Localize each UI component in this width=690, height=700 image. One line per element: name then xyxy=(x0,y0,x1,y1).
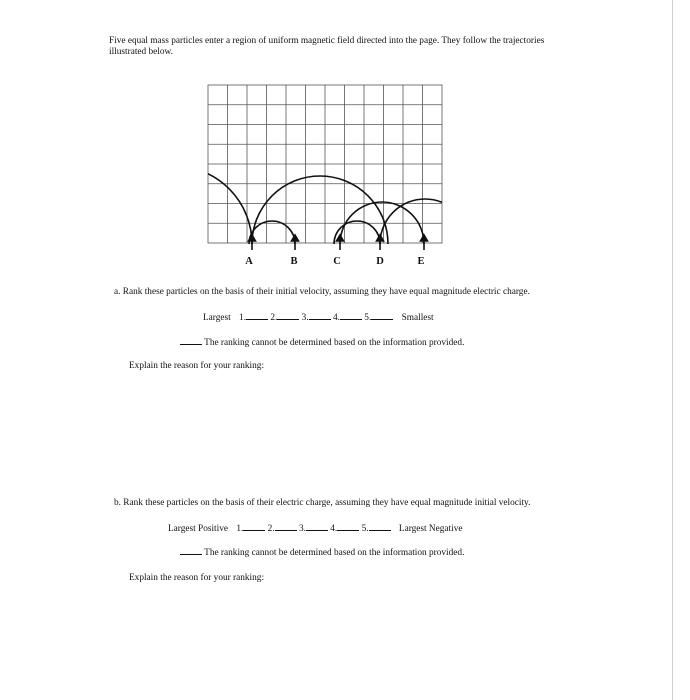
cannot-blank-b[interactable] xyxy=(180,546,202,555)
ranking-end-label: Largest Negative xyxy=(398,524,463,534)
ranking-row-a xyxy=(203,311,434,324)
rank-blank-3[interactable] xyxy=(306,522,328,531)
rank-blank-1[interactable] xyxy=(246,311,268,320)
rank-blank-2[interactable] xyxy=(277,311,299,320)
rank-num-3: 3. xyxy=(301,313,309,323)
cannot-blank-a[interactable] xyxy=(180,336,202,345)
ranking-end-label: Smallest xyxy=(401,313,434,323)
ranking-start-label: Largest Positive xyxy=(168,524,228,534)
rank-blank-2[interactable] xyxy=(275,522,297,531)
label-c: C xyxy=(333,256,341,267)
ranking-row-b xyxy=(168,522,462,535)
trajectory-b xyxy=(252,176,388,244)
trajectory-e xyxy=(380,199,450,244)
rank-num-2: 2. xyxy=(267,524,275,534)
label-e: E xyxy=(417,256,425,267)
ranking-start-label: Largest xyxy=(203,313,231,323)
label-d: D xyxy=(376,256,384,267)
rank-num-4: 4. xyxy=(330,524,338,534)
intro-text: Five equal mass particles enter a region of uniform magnetic field directed into the page. They follow the trajectories illustrated below. xyxy=(109,36,545,57)
trajectory-figure xyxy=(200,78,450,270)
cannot-determine-a xyxy=(180,336,464,349)
rank-num-1: 1. xyxy=(236,524,244,534)
arrow-b xyxy=(292,235,299,250)
arrow-d xyxy=(377,235,384,250)
label-b: B xyxy=(290,256,298,267)
arrow-e xyxy=(421,235,428,250)
rank-blank-5[interactable] xyxy=(369,522,391,531)
rank-blank-4[interactable] xyxy=(337,522,359,531)
page-edge xyxy=(673,0,690,700)
cannot-text-b: The ranking cannot be determined based on the information provided. xyxy=(204,548,465,558)
rank-num-5: 5. xyxy=(361,524,369,534)
cannot-text-a: The ranking cannot be determined based on the information provided. xyxy=(204,338,465,348)
rank-num-5: 5. xyxy=(364,313,372,323)
label-a: A xyxy=(245,256,253,267)
arrow-c xyxy=(337,235,344,250)
explain-prompt-a: Explain the reason for your ranking: xyxy=(129,361,265,371)
rank-num-4: 4. xyxy=(332,313,340,323)
rank-num-2: 2. xyxy=(270,313,278,323)
rank-num-1: 1. xyxy=(239,313,247,323)
rank-blank-4[interactable] xyxy=(340,311,362,320)
rank-blank-5[interactable] xyxy=(371,311,393,320)
rank-blank-1[interactable] xyxy=(243,522,265,531)
explain-prompt-b: Explain the reason for your ranking: xyxy=(129,573,265,583)
question-b: b. Rank these particles on the basis of their electric charge, assuming they have equal magnitude initial velocity. xyxy=(114,498,531,508)
rank-num-3: 3. xyxy=(298,524,306,534)
cannot-determine-b xyxy=(180,546,464,559)
question-a: a. Rank these particles on the basis of their initial velocity, assuming they have equal magnitude electric charge. xyxy=(114,287,530,297)
grid xyxy=(208,85,442,243)
rank-blank-3[interactable] xyxy=(309,311,331,320)
